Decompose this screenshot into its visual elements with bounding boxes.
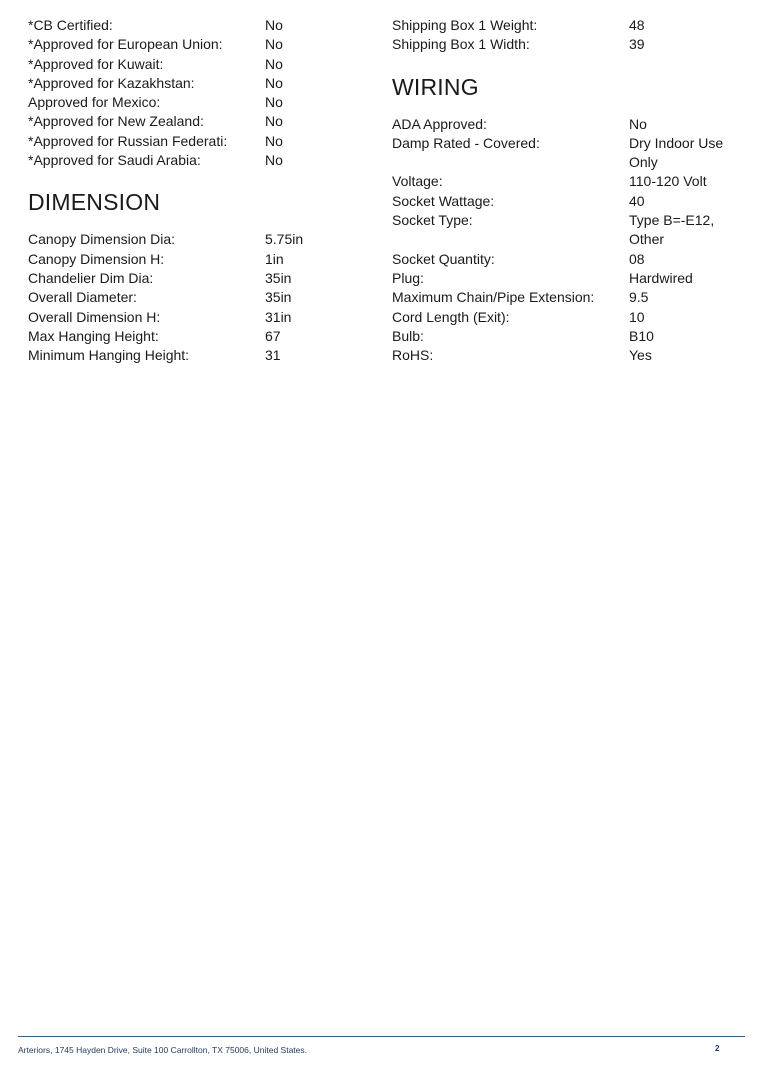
spec-label: RoHS: xyxy=(392,347,434,364)
spec-row xyxy=(392,134,732,173)
spec-row xyxy=(392,192,732,211)
spec-value: 48 xyxy=(629,17,645,33)
spec-label: Canopy Dimension H: xyxy=(28,250,165,267)
spec-row xyxy=(28,74,368,93)
spec-label: Plug: xyxy=(392,269,424,286)
spec-row xyxy=(28,230,368,249)
spec-value: 9.5 xyxy=(629,289,649,306)
spec-value: 67 xyxy=(265,327,281,344)
spec-value: No xyxy=(265,132,283,149)
spec-value: No xyxy=(629,115,647,132)
spec-value: 110-120 Volt xyxy=(629,173,707,190)
spec-row xyxy=(28,308,368,327)
spec-label: Cord Length (Exit): xyxy=(392,308,510,325)
spec-value: No xyxy=(265,74,283,91)
spec-row xyxy=(28,288,368,307)
spec-label: *Approved for Kuwait: xyxy=(28,55,164,72)
spec-value: 31in xyxy=(265,308,292,325)
spec-row xyxy=(28,346,368,365)
spec-row xyxy=(392,308,732,327)
spec-label: Canopy Dimension Dia: xyxy=(28,231,176,248)
spec-row xyxy=(392,327,732,346)
spec-value: 1in xyxy=(265,250,284,267)
dimension-heading: DIMENSION xyxy=(28,189,161,216)
spec-value: 35in xyxy=(265,269,292,286)
spec-row xyxy=(392,16,732,35)
spec-row xyxy=(28,269,368,288)
spec-row xyxy=(392,35,732,54)
spec-row xyxy=(28,55,368,74)
spec-label: *Approved for New Zealand: xyxy=(28,113,204,130)
spec-label: Minimum Hanging Height: xyxy=(28,347,190,364)
footer-divider xyxy=(18,1036,745,1037)
spec-label: Socket Wattage: xyxy=(392,192,495,209)
spec-value: No xyxy=(265,36,283,53)
spec-row xyxy=(392,172,732,191)
spec-label: *Approved for Saudi Arabia: xyxy=(28,152,201,169)
spec-label: Bulb: xyxy=(392,327,424,344)
spec-value: Dry Indoor Use Only xyxy=(629,134,724,171)
spec-value: No xyxy=(265,17,283,33)
spec-value: No xyxy=(265,152,283,169)
page-number: 2 xyxy=(715,1044,720,1053)
spec-value: 35in xyxy=(265,289,292,306)
spec-value: 5.75in xyxy=(265,231,304,248)
spec-value: 08 xyxy=(629,250,645,267)
spec-row xyxy=(392,250,732,269)
spec-value: B10 xyxy=(629,327,654,344)
shipping-list xyxy=(392,16,732,55)
spec-label: Socket Type: xyxy=(392,212,473,229)
spec-label: Shipping Box 1 Width: xyxy=(392,36,530,53)
spec-value: 40 xyxy=(629,192,645,209)
spec-value: No xyxy=(265,94,283,111)
spec-label: *Approved for Kazakhstan: xyxy=(28,74,195,91)
spec-label: Maximum Chain/Pipe Extension: xyxy=(392,289,595,306)
spec-label: Shipping Box 1 Weight: xyxy=(392,17,538,33)
spec-row xyxy=(28,93,368,112)
spec-row xyxy=(392,346,732,365)
spec-label: Chandelier Dim Dia: xyxy=(28,269,154,286)
spec-label: *Approved for European Union: xyxy=(28,36,223,53)
spec-value: Type B=-E12, Other xyxy=(629,212,715,248)
spec-value: 10 xyxy=(629,308,645,325)
spec-label: Approved for Mexico: xyxy=(28,94,161,111)
spec-row xyxy=(392,211,732,250)
spec-row xyxy=(392,115,732,134)
spec-value: 39 xyxy=(629,36,645,53)
spec-row xyxy=(28,151,368,170)
left-column xyxy=(28,16,368,365)
spec-row xyxy=(28,112,368,131)
spec-row xyxy=(28,327,368,346)
spec-value: 31 xyxy=(265,347,281,364)
spec-row xyxy=(28,35,368,54)
spec-value: Yes xyxy=(629,347,652,364)
spec-row xyxy=(28,132,368,151)
spec-label: Overall Diameter: xyxy=(28,289,137,306)
approvals-list xyxy=(28,16,368,170)
spec-label: Voltage: xyxy=(392,173,443,190)
spec-label: ADA Approved: xyxy=(392,115,487,132)
spec-value: No xyxy=(265,113,283,130)
spec-value: Hardwired xyxy=(629,269,693,286)
spec-value: No xyxy=(265,55,283,72)
spec-label: Socket Quantity: xyxy=(392,250,495,267)
wiring-list xyxy=(392,115,732,366)
footer-address: Arteriors, 1745 Hayden Drive, Suite 100 Carrollton, TX 75006, United States. xyxy=(18,1045,307,1055)
spec-row xyxy=(392,269,732,288)
spec-row xyxy=(28,250,368,269)
spec-row xyxy=(28,16,368,35)
right-column xyxy=(392,16,732,365)
spec-label: *Approved for Russian Federati: xyxy=(28,132,228,149)
spec-label: *CB Certified: xyxy=(28,17,113,33)
spec-label: Max Hanging Height: xyxy=(28,327,159,344)
wiring-heading: WIRING xyxy=(392,73,479,100)
dimensions-list xyxy=(28,230,368,365)
spec-row xyxy=(392,288,732,307)
spec-label: Damp Rated - Covered: xyxy=(392,134,540,151)
spec-label: Overall Dimension H: xyxy=(28,308,161,325)
